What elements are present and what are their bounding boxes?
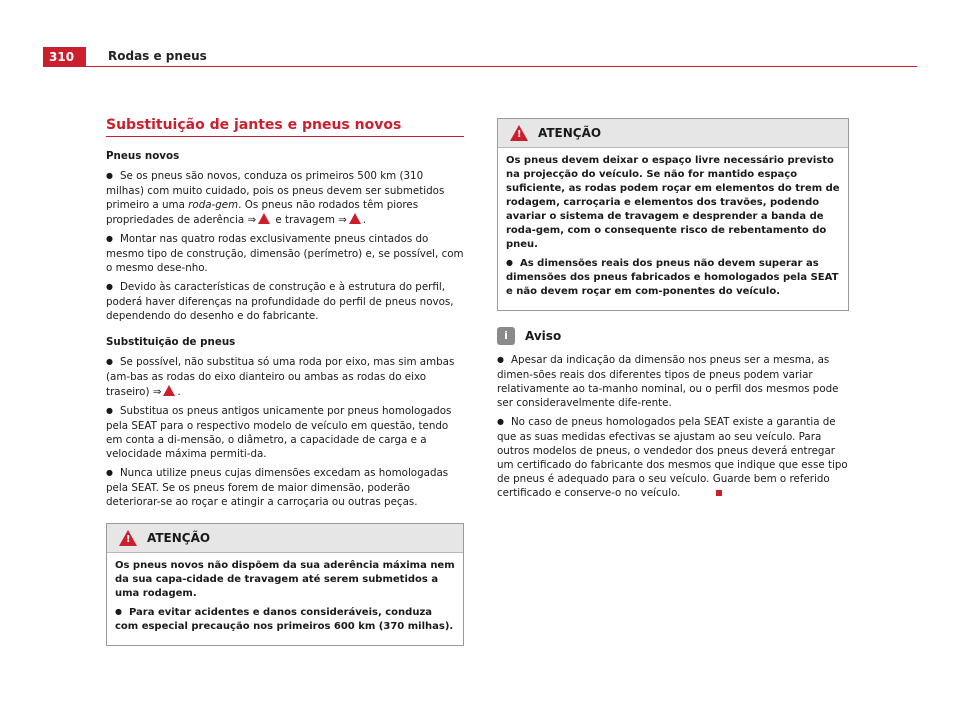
note-title: Aviso xyxy=(525,329,562,343)
note-header xyxy=(497,327,849,345)
warning-header xyxy=(107,524,463,553)
text-run: Se possível, não substitua só uma roda por eixo, mas sim ambas (am-bas as rodas do eixo dianteiro ou ambas as rodas do eixo traseiro) ⇒ xyxy=(106,356,455,398)
note-section xyxy=(497,327,849,500)
list-item: ● Se os pneus são novos, conduza os primeiros 500 km (310 milhas) com muito cuidado, pois os pneus devem ser submetidos primeiro a uma roda-gem. Os pneus não rodados têm piores propriedades de aderência ⇒ e travagem ⇒ . xyxy=(106,169,464,227)
text-run: Se os pneus são novos, conduza os primeiros 500 km (310 milhas) com muito cuidado, pois os pneus devem ser submetidos primeiro a uma xyxy=(106,170,445,211)
warning-title: ATENÇÃO xyxy=(147,531,211,545)
list-item: ● Devido às características de construção e à estrutura do perfil, poderá haver diferenças na profundidade do perfil de pneus novos, dependendo do desenho e do fabricante. xyxy=(106,280,464,323)
text-run: No caso de pneus homologados pela SEAT existe a garantia de que as suas medidas efectivas se ajustam ao seu veículo. Para outros modelos de pneus, o vendedor dos pneus deverá entregar um certificado do fabricante dos mesmos que indique que esse tipo de pneus é adequado para o seu veículo. Guarde bem o referido certificado e conserve-o no veículo. xyxy=(497,416,848,499)
section-title: Substituição de jantes e pneus novos xyxy=(106,118,464,137)
list-item: ● Montar nas quatro rodas exclusivamente pneus cintados do mesmo tipo de construção, dimensão (perímetro) e, se possível, com o mesmo dese-nho. xyxy=(106,232,464,275)
list-item: ● Apesar da indicação da dimensão nos pneus ser a mesma, as dimen-sões reais dos diferentes tipos de pneus podem variar relativamente ao ta-manho nominal, ou o perfil dos mesmos pode ser consideravelmente dife-rente. xyxy=(497,353,849,410)
warning-header xyxy=(498,119,848,148)
end-of-section-marker xyxy=(716,490,722,496)
info-icon: i xyxy=(497,327,515,345)
warning-icon xyxy=(510,125,528,141)
list-item: ● Nunca utilize pneus cujas dimensões excedam as homologadas pela SEAT. Se os pneus forem de maior dimensão, poderão deteriorar-se ao roçar e atingir a carroçaria ou outras peças. xyxy=(106,466,464,509)
warning-title: ATENÇÃO xyxy=(538,126,602,140)
warning-icon[interactable] xyxy=(349,213,361,224)
page-number: 310 xyxy=(43,47,86,67)
running-title: Rodas e pneus xyxy=(108,49,207,63)
subheading-new-tyres: Pneus novos xyxy=(106,150,180,162)
warning-body xyxy=(107,553,463,645)
text-run: e travagem ⇒ xyxy=(272,214,347,226)
warning-box xyxy=(497,118,849,311)
text-run: . Os pneus não rodados têm piores propriedades de aderência ⇒ xyxy=(106,199,419,226)
warning-icon xyxy=(119,530,137,546)
warning-item: ● Para evitar acidentes e danos consideráveis, conduza com especial precaução nos primeiros 600 km (370 milhas). xyxy=(115,606,455,634)
page-header xyxy=(43,45,917,67)
warning-text: Os pneus devem deixar o espaço livre necessário previsto na projecção do veículo. Se não for mantido espaço suficiente, as rodas podem roçar em elementos do trem de rodagem, carroçaria e elementos dos travões, podendo avariar o sistema de travagem e desprender a banda de roda-gem, com o consequente risco de rebentamento do pneu. xyxy=(506,155,840,250)
warning-box xyxy=(106,523,464,646)
text-run: roda-gem xyxy=(188,199,239,211)
right-column xyxy=(497,118,849,505)
left-column xyxy=(106,118,464,646)
list-item: ● Substitua os pneus antigos unicamente por pneus homologados pela SEAT para o respectivo modelo de veículo em questão, tendo em conta a di-mensão, o diâmetro, a capacidade de carga e a velocidade máxima permiti-da. xyxy=(106,404,464,461)
header-rule xyxy=(86,66,917,67)
warning-text: Os pneus novos não dispõem da sua aderência máxima nem da sua capa-cidade de travagem até serem submetidos a uma rodagem. xyxy=(115,560,455,599)
warning-icon[interactable] xyxy=(163,385,175,396)
subheading-replacement: Substituição de pneus xyxy=(106,336,236,348)
warning-icon[interactable] xyxy=(258,213,270,224)
warning-body xyxy=(498,148,848,310)
warning-item: ● As dimensões reais dos pneus não devem superar as dimensões dos pneus fabricados e homologados pela SEAT e não devem roçar em com-ponentes do veículo. xyxy=(506,257,840,299)
list-item: ● Se possível, não substitua só uma roda por eixo, mas sim ambas (am-bas as rodas do eixo dianteiro ou ambas as rodas do eixo traseiro) ⇒ . xyxy=(106,355,464,399)
list-item xyxy=(497,415,849,500)
